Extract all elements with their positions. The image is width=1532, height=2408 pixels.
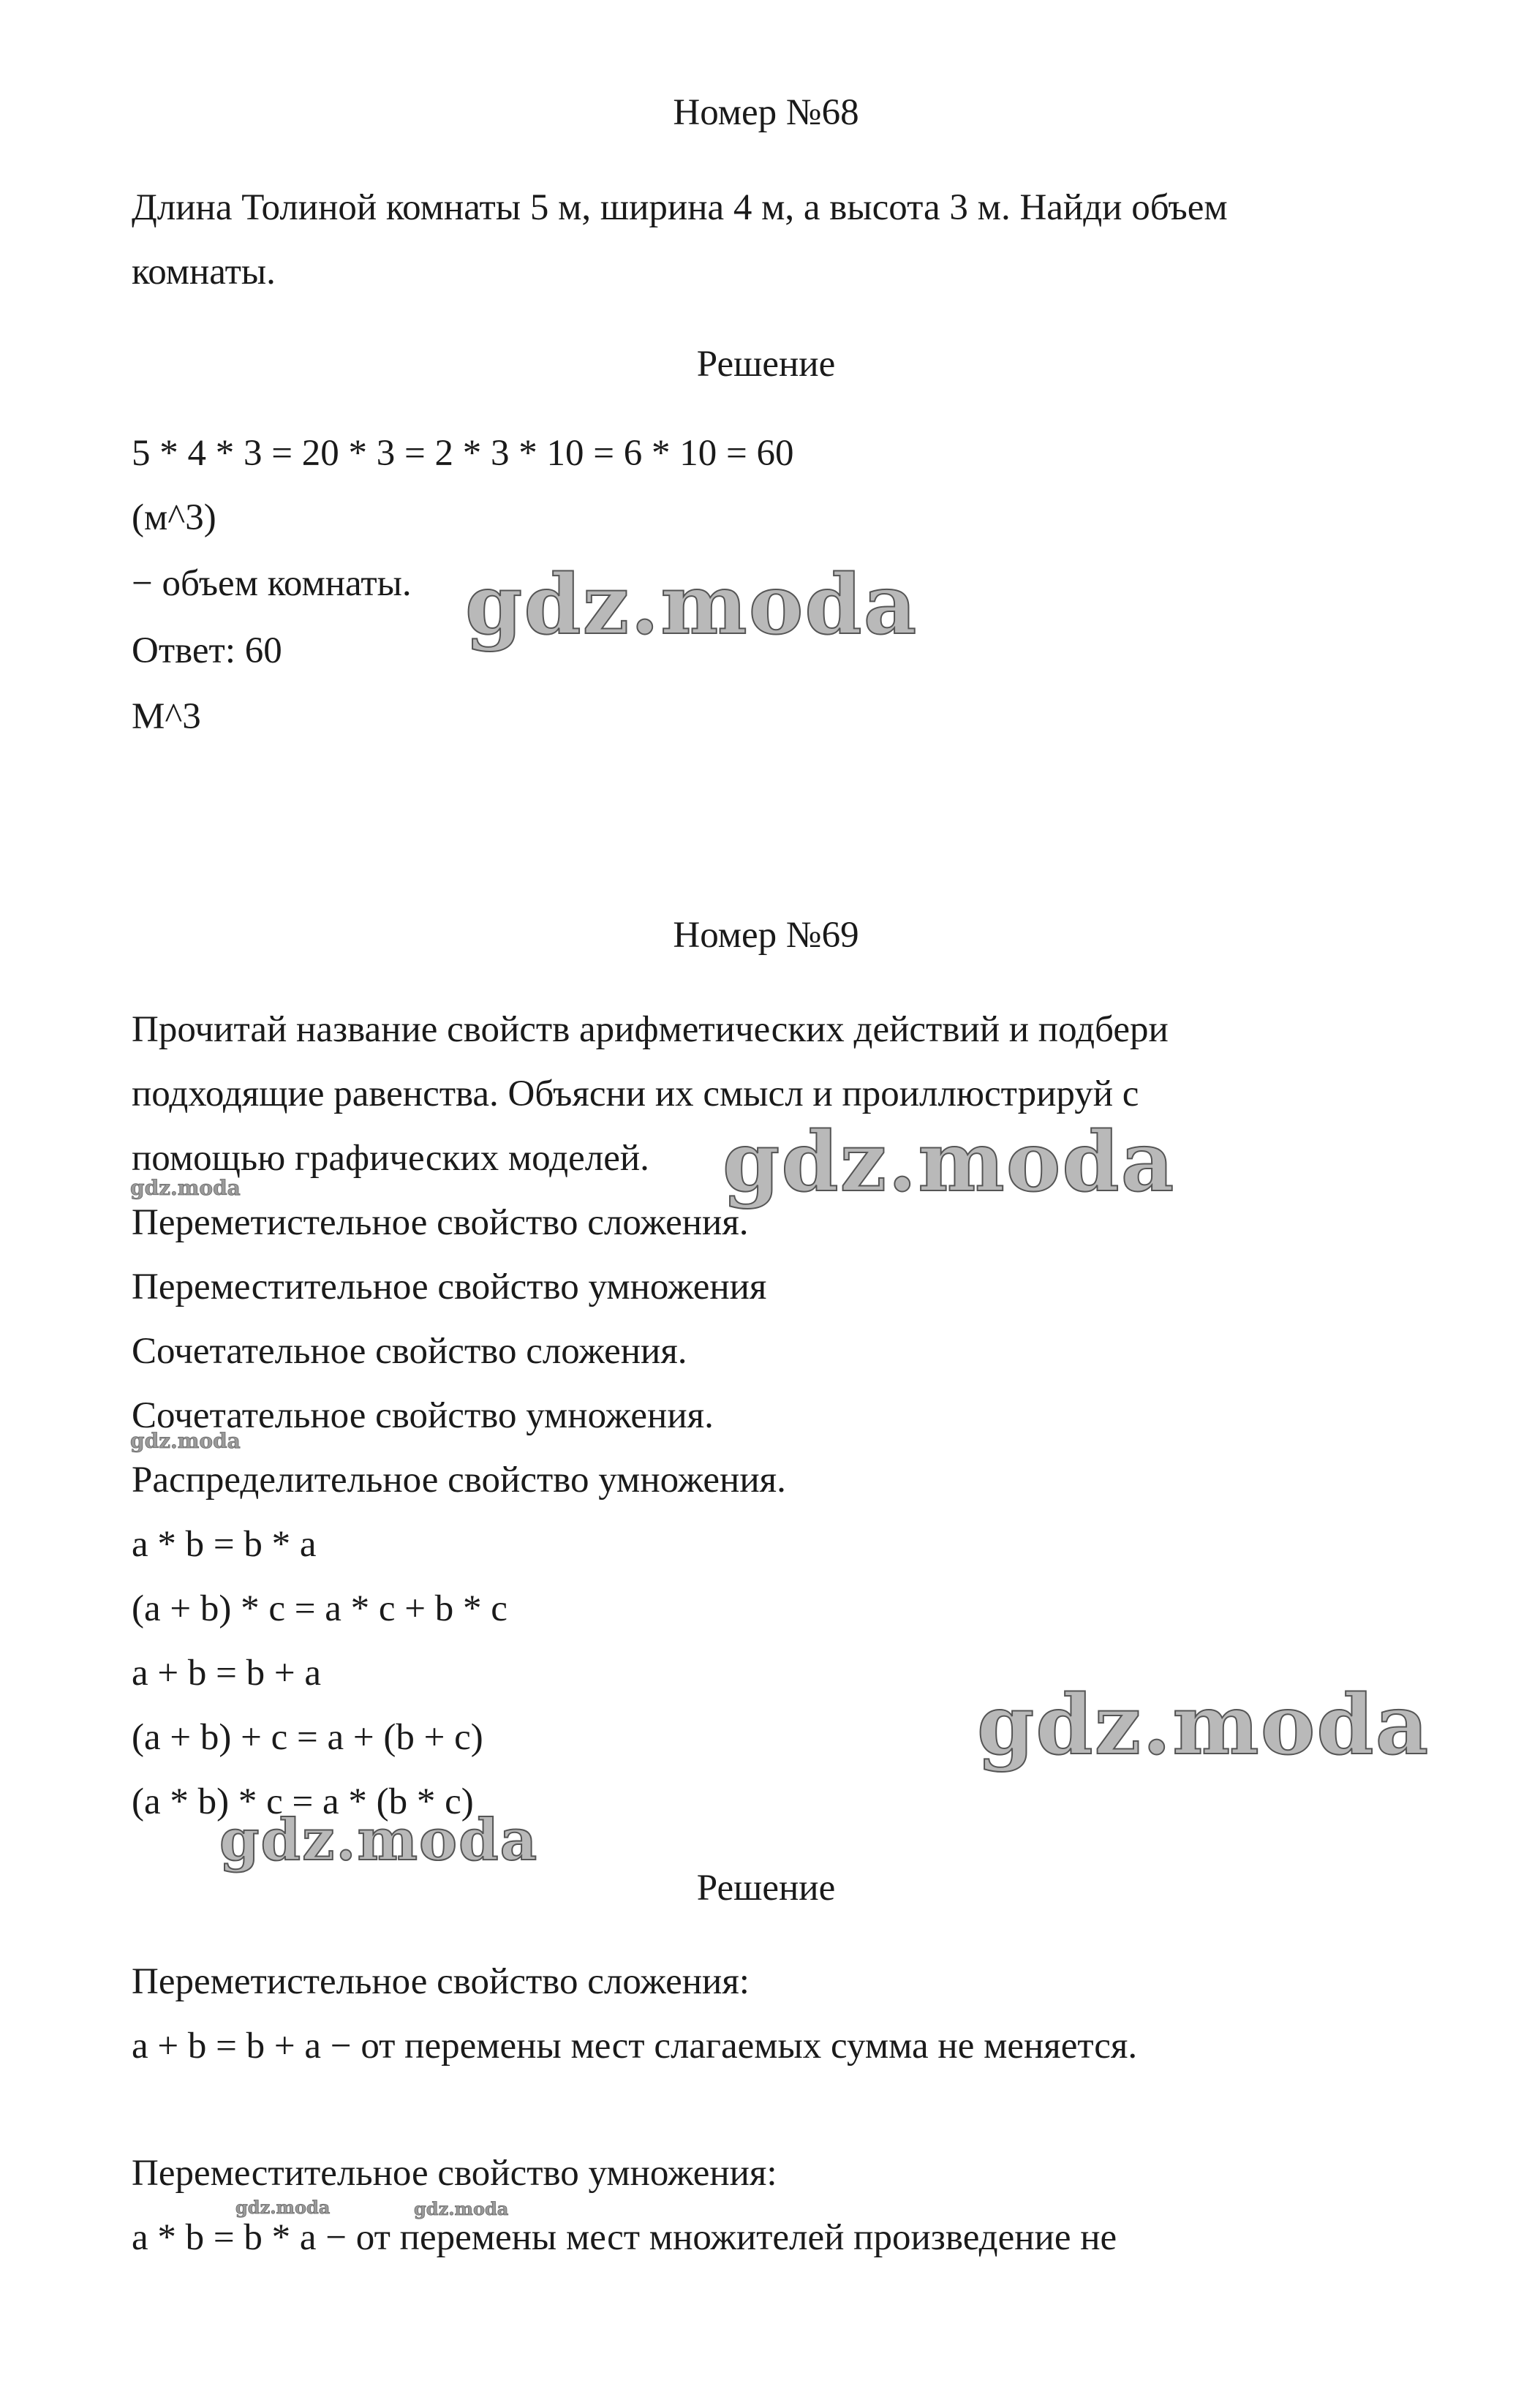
property-item: Переместительное свойство умножения [132, 1267, 767, 1307]
task-68-problem-line-1: Длина Толиной комнаты 5 м, ширина 4 м, а высота 3 м. Найди объем [132, 187, 1228, 228]
task-68-heading: Номер №68 [673, 92, 859, 133]
task-68-solution-heading: Решение [696, 344, 836, 385]
watermark-logo: gdz.moda [977, 1677, 1430, 1773]
equality-item: (a + b) * c = a * c + b * c [132, 1588, 507, 1629]
task-69-problem-line-1: Прочитай название свойств арифметических действий и подбери [132, 1009, 1169, 1050]
property-item: Распределительное свойство умножения. [132, 1460, 786, 1501]
property-item: Переметистельное свойство сложения. [132, 1202, 749, 1243]
equality-item: (a * b) * c = a * (b * c) [132, 1781, 474, 1822]
task-69-solution-line-4: a * b = b * a − от перемены мест множителей произведение не [132, 2217, 1117, 2258]
task-68-answer-line-2: М^3 [132, 696, 201, 737]
equality-item: a * b = b * a [132, 1524, 317, 1565]
task-69-problem-line-3: помощью графических моделей. [132, 1138, 649, 1179]
task-69-solution-line-1: Переметистельное свойство сложения: [132, 1961, 750, 2002]
task-69-problem-line-2: подходящие равенства. Объясни их смысл и проиллюстрируй с [132, 1073, 1139, 1114]
watermark-logo: gdz.moda [465, 557, 918, 653]
task-68-calc-line-1: 5 * 4 * 3 = 20 * 3 = 2 * 3 * 10 = 6 * 10 = 60 [132, 433, 794, 474]
task-69-solution-line-3: Переместительное свойство умножения: [132, 2153, 777, 2194]
task-69-heading: Номер №69 [673, 915, 859, 956]
property-item: Сочетательное свойство умножения. [132, 1395, 714, 1436]
equality-item: (a + b) + c = a + (b + c) [132, 1717, 483, 1758]
watermark-logo: gdz.moda [722, 1114, 1176, 1210]
task-68-calc-line-3: − объем комнаты. [132, 563, 412, 604]
task-68-problem-line-2: комнаты. [132, 252, 276, 292]
watermark-small: gdz.moda [414, 2198, 509, 2219]
task-68-answer-line-1: Ответ: 60 [132, 630, 282, 671]
task-68-calc-line-2: (м^3) [132, 497, 216, 538]
property-item: Сочетательное свойство сложения. [132, 1331, 687, 1372]
watermark-logo: gdz.moda [219, 1807, 539, 1873]
watermark-small: gdz.moda [130, 1176, 241, 1200]
equality-item: a + b = b + a [132, 1653, 322, 1694]
task-69-solution-line-2: a + b = b + a − от перемены мест слагаемых сумма не меняется. [132, 2026, 1138, 2067]
task-69-solution-heading: Решение [696, 1868, 836, 1909]
watermark-small: gdz.moda [130, 1429, 241, 1453]
watermark-small: gdz.moda [235, 2197, 331, 2218]
